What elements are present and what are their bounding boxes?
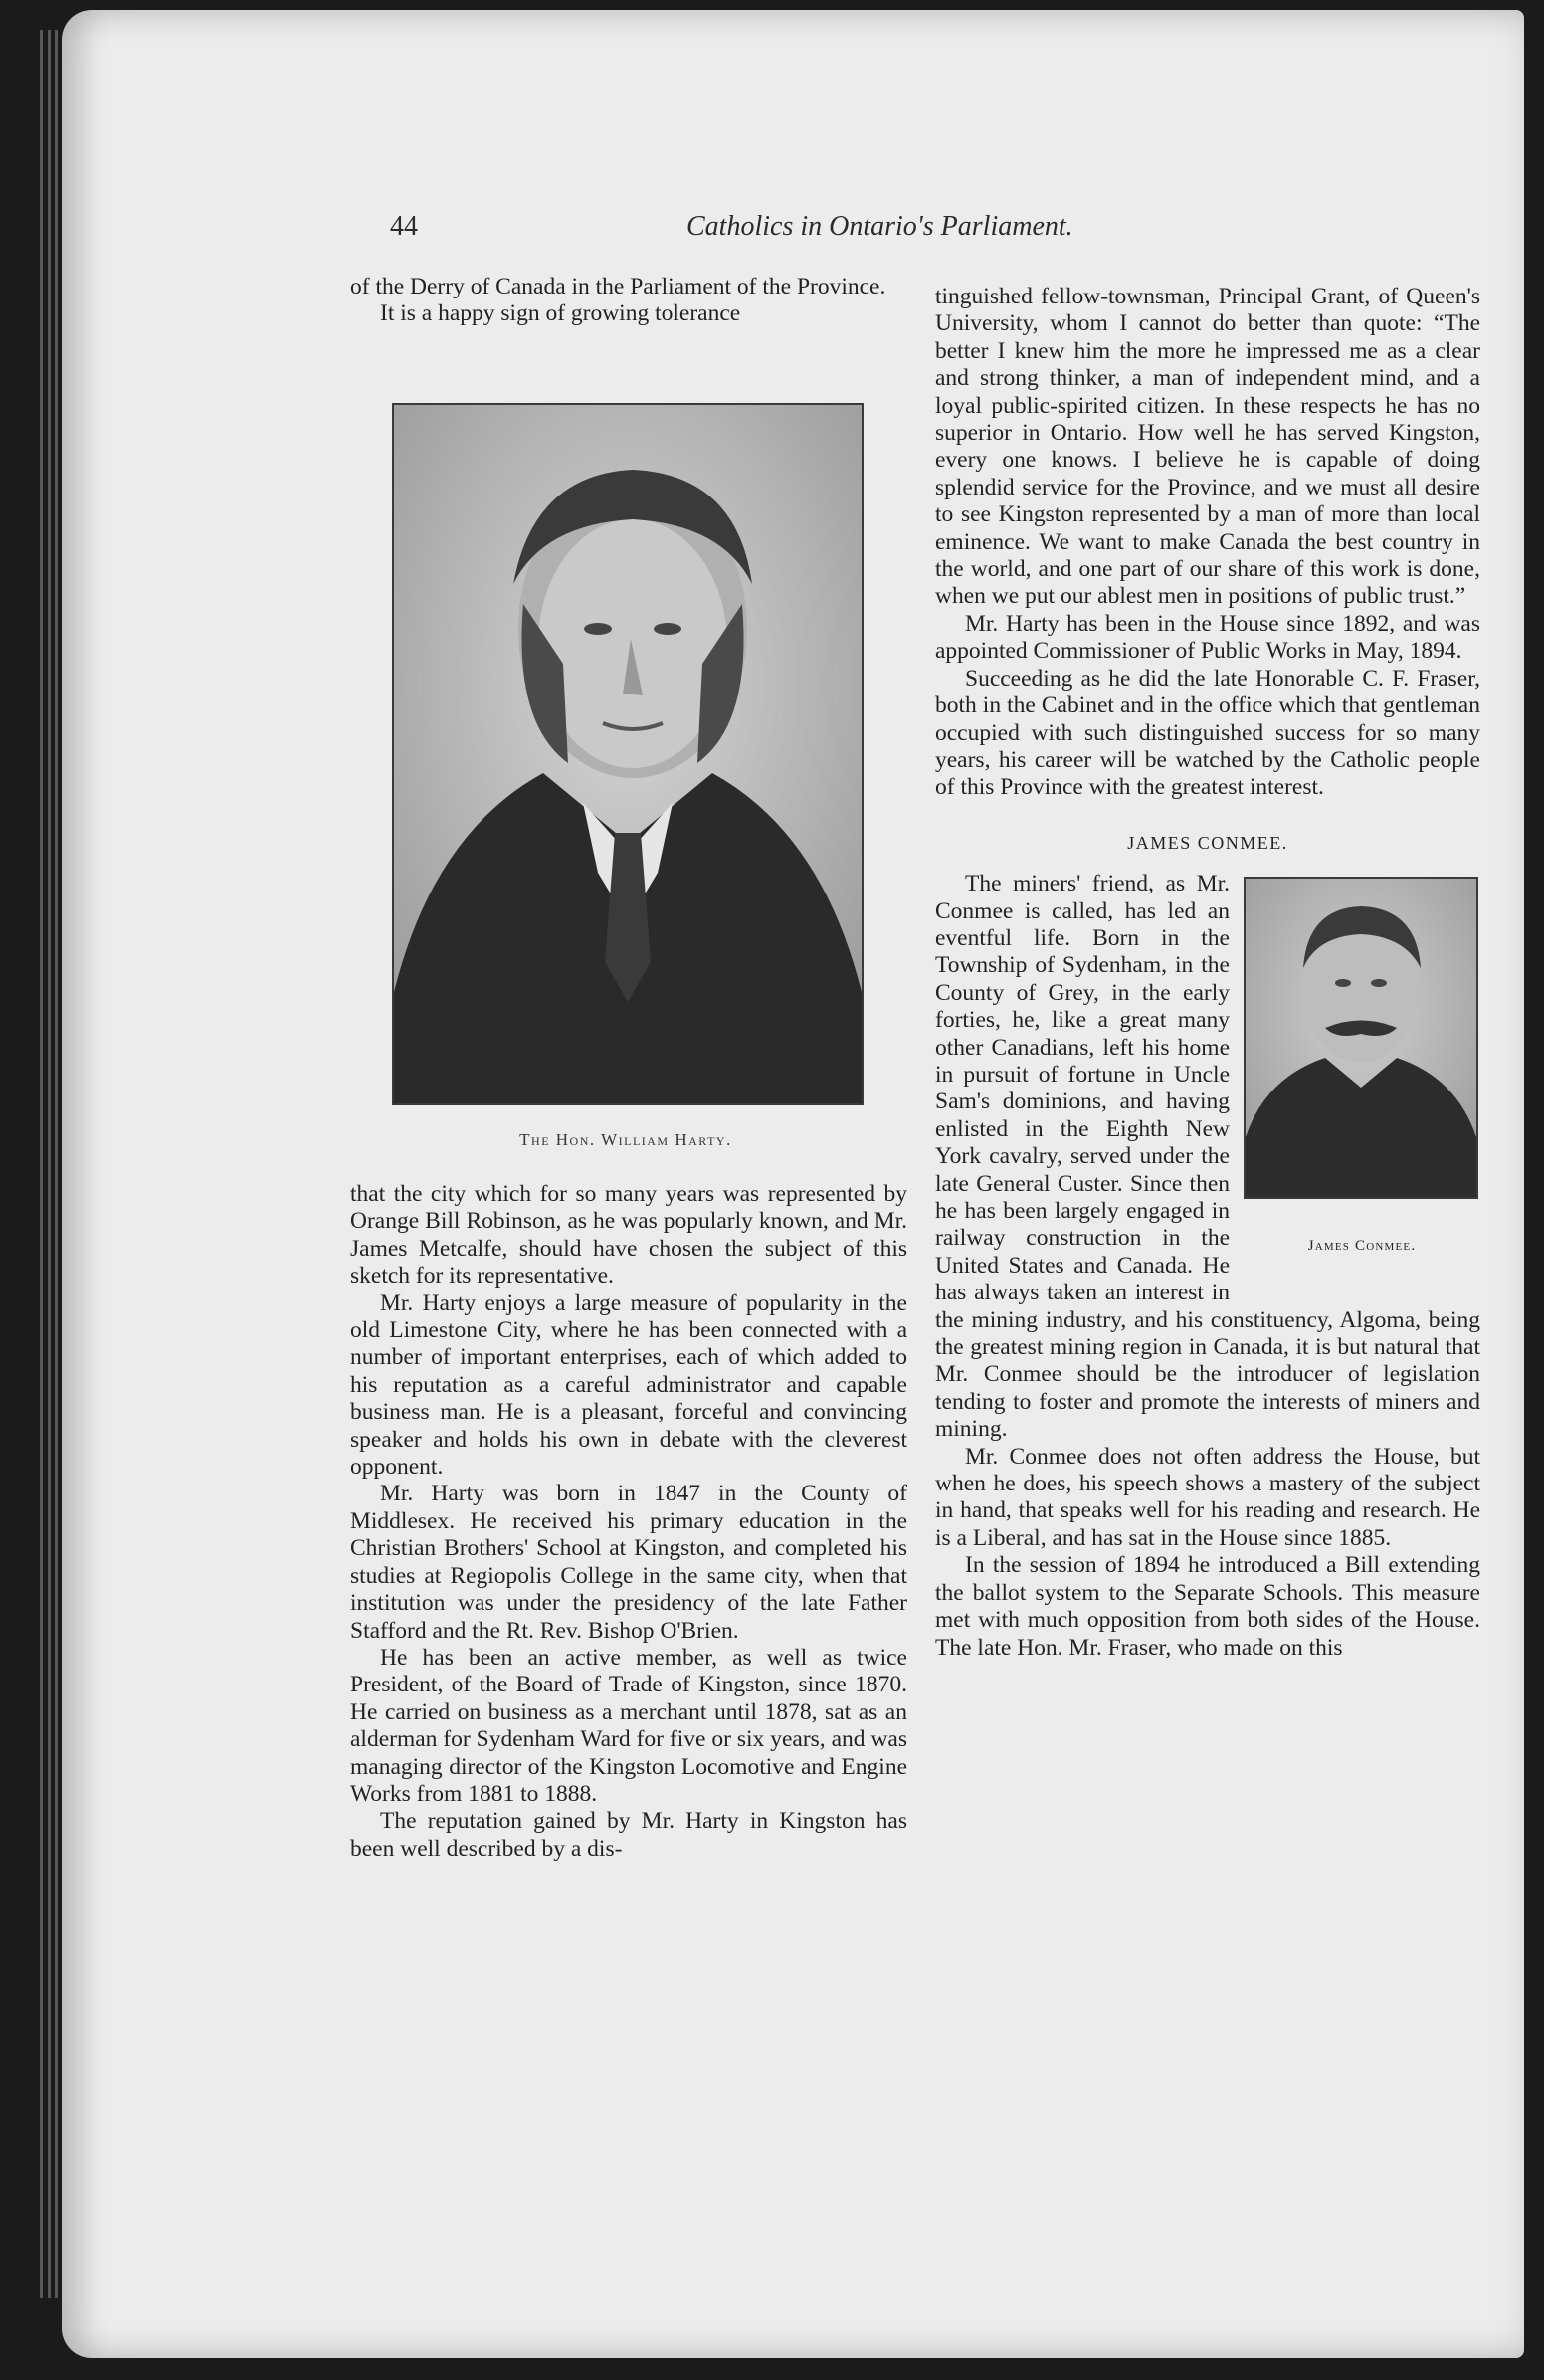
page-header: [0, 211, 1544, 251]
right-column: [935, 284, 1480, 1662]
paragraph: It is a happy sign of growing tolerance: [380, 300, 741, 327]
paragraph: Mr. Conmee does not often address the House, but when he does, his speech shows a mastery of the subject in hand, that speaks well for his reading and research. He is a Liberal, and has sat in the House since 1885.: [935, 1443, 1480, 1551]
harty-portrait-caption: The Hon. William Harty.: [519, 1130, 732, 1149]
paragraph: that the city which for so many years was represented by Orange Bill Robinson, as he was popularly known, and Mr. James Metcalfe, should have chosen the subject of this sketch for its representative.: [350, 1181, 907, 1289]
conmee-portrait-photo: [1244, 877, 1478, 1199]
paragraph: Mr. Harty enjoys a large measure of popularity in the old Limestone City, where he has been connected with a number of important enterprises, each of which added to his reputation as a careful administrator and capable business man. He is a pleasant, forceful and convincing speaker and holds his own in debate with the cleverest opponent.: [350, 1289, 907, 1481]
page-edge: [55, 30, 58, 2298]
paragraph: In the session of 1894 he introduced a Bill extending the ballot system to the Separate Schools. This measure met with much opposition from both sides of the House. The late Hon. Mr. Fraser, who made on this: [935, 1552, 1480, 1661]
paragraph: of the Derry of Canada in the Parliament of the Province.: [350, 274, 886, 299]
paragraph: Succeeding as he did the late Honorable C. F. Fraser, both in the Cabinet and in the office which that gentleman occupied with such distinguished success for so many years, his career will be watched by the Catholic people of this Province with the greatest interest.: [935, 665, 1480, 801]
conmee-figure: [1244, 877, 1480, 1285]
paragraph: He has been an active member, as well as twice President, of the Board of Trade of Kingston, since 1870. He carried on business as a merchant until 1878, sat as an alderman for Sydenham Ward for five or six years, and was managing director of the Kingston Locomotive and Engine Works from 1881 to 1888.: [350, 1644, 907, 1807]
paragraph: The miners' friend, as Mr. Conmee is called, has led an eventful life. Born in the Township of Sydenham, in the County of Grey, in the early forties, he, like a great many other Canadians, left his home in pursuit of fortune in Uncle Sam's dominions, and having enlisted in the Eighth New York cavalry, served under the late General Custer. Since then he has been largely engaged in railway construction in the United States and Canada. He has always taken an interest in the mining industry, and his constituency, Algoma, being the greatest mining region in Canada, it is but natural that Mr. Conmee should be the introducer of legislation tending to foster and promote the interests of miners and mining.: [935, 871, 1480, 1443]
paragraph: The reputation gained by Mr. Harty in Kingston has been well described by a dis-: [350, 1808, 907, 1862]
section-heading: JAMES CONMEE.: [1127, 832, 1288, 853]
left-column-continued: [350, 1181, 907, 1863]
page-number: 44: [390, 211, 418, 242]
paragraph: Mr. Harty was born in 1847 in the County of Middlesex. He received his primary education in the Christian Brothers' School at Kingston, and completed his studies at Regiopolis College in the same city, when that institution was under the presidency of the late Father Stafford and the Rt. Rev. Bishop O'Brien.: [350, 1481, 907, 1644]
paragraph: Mr. Harty has been in the House since 1892, and was appointed Commissioner of Public Works in May, 1894.: [935, 610, 1480, 665]
page-edge: [40, 30, 43, 2298]
left-column: [350, 274, 907, 328]
running-title: Catholics in Ontario's Parliament.: [686, 211, 1073, 242]
page-edge: [48, 30, 51, 2298]
harty-portrait-photo: [392, 403, 864, 1105]
paragraph: tinguished fellow-townsman, Principal Grant, of Queen's University, whom I cannot do better than quote: “The better I knew him the more he impressed me as a clear and strong thinker, a man of independent mind, and a loyal public-spirited citizen. In these respects he has no superior in Ontario. How well he has served Kingston, every one knows. I believe he is capable of doing splendid service for the Province, and we must all desire to see Kingston represented by a man of more than local eminence. We want to make Canada the best country in the world, and one part of our share of this work is done, when we put our ablest men in positions of public trust.”: [935, 284, 1480, 610]
conmee-portrait-caption: James Conmee.: [1307, 1238, 1417, 1255]
